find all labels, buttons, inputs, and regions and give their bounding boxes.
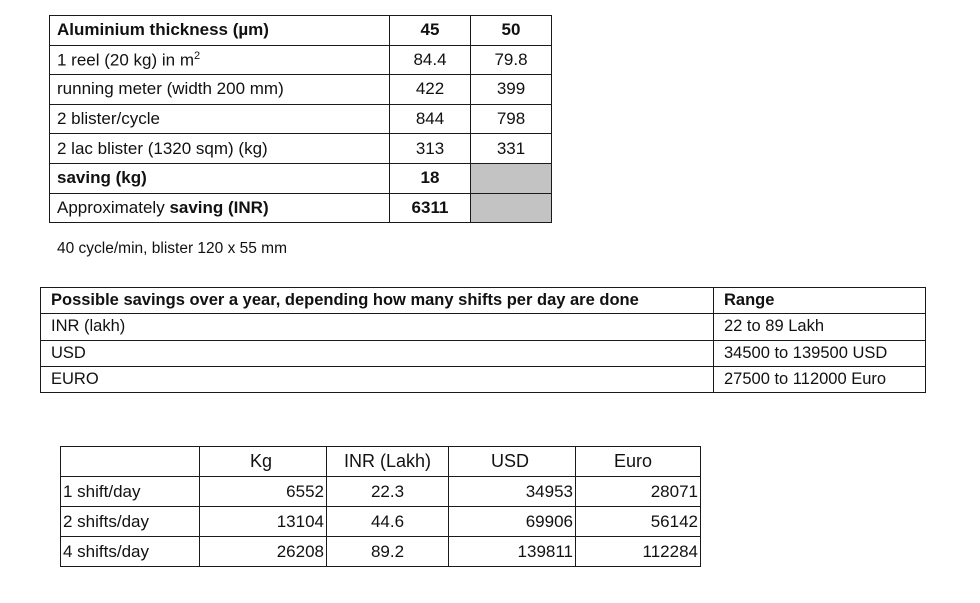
inr-value: 89.2 xyxy=(327,537,449,567)
usd-value: 139811 xyxy=(449,537,576,567)
kg-value: 26208 xyxy=(200,537,327,567)
shaded-cell xyxy=(471,163,552,193)
cell-50: 331 xyxy=(471,134,552,164)
table-header-row xyxy=(61,447,701,477)
usd-value: 69906 xyxy=(449,507,576,537)
header-description: Possible savings over a year, depending how many shifts per day are done xyxy=(41,288,714,314)
range-value: 27500 to 112000 Euro xyxy=(714,366,926,392)
euro-value: 28071 xyxy=(576,477,701,507)
shaded-cell xyxy=(471,193,552,223)
saving-inr-value: 6311 xyxy=(390,193,471,223)
row-label xyxy=(50,45,390,75)
saving-kg-value: 18 xyxy=(390,163,471,193)
range-value: 34500 to 139500 USD xyxy=(714,340,926,366)
header-kg: Kg xyxy=(200,447,327,477)
cell-45: 422 xyxy=(390,75,471,105)
kg-value: 6552 xyxy=(200,477,327,507)
range-value: 22 to 89 Lakh xyxy=(714,314,926,340)
table-row xyxy=(41,340,926,366)
saving-inr-label-bold: saving (INR) xyxy=(169,197,269,217)
cell-50: 798 xyxy=(471,104,552,134)
table-row xyxy=(61,507,701,537)
header-usd: USD xyxy=(449,447,576,477)
table-header-row xyxy=(41,288,926,314)
currency-label: EURO xyxy=(41,366,714,392)
inr-value: 44.6 xyxy=(327,507,449,537)
row-label: 2 lac blister (1320 sqm) (kg) xyxy=(50,134,390,164)
row-label-text: 1 reel (20 kg) in m xyxy=(57,50,194,70)
table-row xyxy=(50,75,552,105)
table-row xyxy=(50,45,552,75)
saving-inr-label-prefix: Approximately xyxy=(57,197,170,217)
header-euro: Euro xyxy=(576,447,701,477)
row-label: running meter (width 200 mm) xyxy=(50,75,390,105)
table-row xyxy=(61,477,701,507)
cell-45: 84.4 xyxy=(390,45,471,75)
header-range: Range xyxy=(714,288,926,314)
saving-kg-label: saving (kg) xyxy=(50,163,390,193)
table-header-row xyxy=(50,16,552,46)
saving-inr-label xyxy=(50,193,390,223)
header-col-50: 50 xyxy=(471,16,552,46)
cell-50: 79.8 xyxy=(471,45,552,75)
shift-label: 1 shift/day xyxy=(61,477,200,507)
shift-savings-table xyxy=(60,446,701,567)
aluminium-thickness-table xyxy=(49,15,552,223)
euro-value: 56142 xyxy=(576,507,701,537)
usd-value: 34953 xyxy=(449,477,576,507)
table-row xyxy=(50,134,552,164)
saving-kg-row xyxy=(50,163,552,193)
header-col-45: 45 xyxy=(390,16,471,46)
shift-label: 2 shifts/day xyxy=(61,507,200,537)
shift-label: 4 shifts/day xyxy=(61,537,200,567)
currency-label: USD xyxy=(41,340,714,366)
row-label: 2 blister/cycle xyxy=(50,104,390,134)
yearly-savings-table xyxy=(40,287,926,393)
header-inr: INR (Lakh) xyxy=(327,447,449,477)
cycle-note: 40 cycle/min, blister 120 x 55 mm xyxy=(57,240,288,257)
kg-value: 13104 xyxy=(200,507,327,537)
row-label-superscript: 2 xyxy=(194,49,201,62)
saving-inr-row xyxy=(50,193,552,223)
inr-value: 22.3 xyxy=(327,477,449,507)
table-row xyxy=(61,537,701,567)
euro-value: 112284 xyxy=(576,537,701,567)
table-row xyxy=(41,314,926,340)
table-row xyxy=(41,366,926,392)
table-row xyxy=(50,104,552,134)
header-label: Aluminium thickness (µm) xyxy=(50,16,390,46)
cell-50: 399 xyxy=(471,75,552,105)
cell-45: 313 xyxy=(390,134,471,164)
currency-label: INR (lakh) xyxy=(41,314,714,340)
cell-45: 844 xyxy=(390,104,471,134)
header-empty xyxy=(61,447,200,477)
